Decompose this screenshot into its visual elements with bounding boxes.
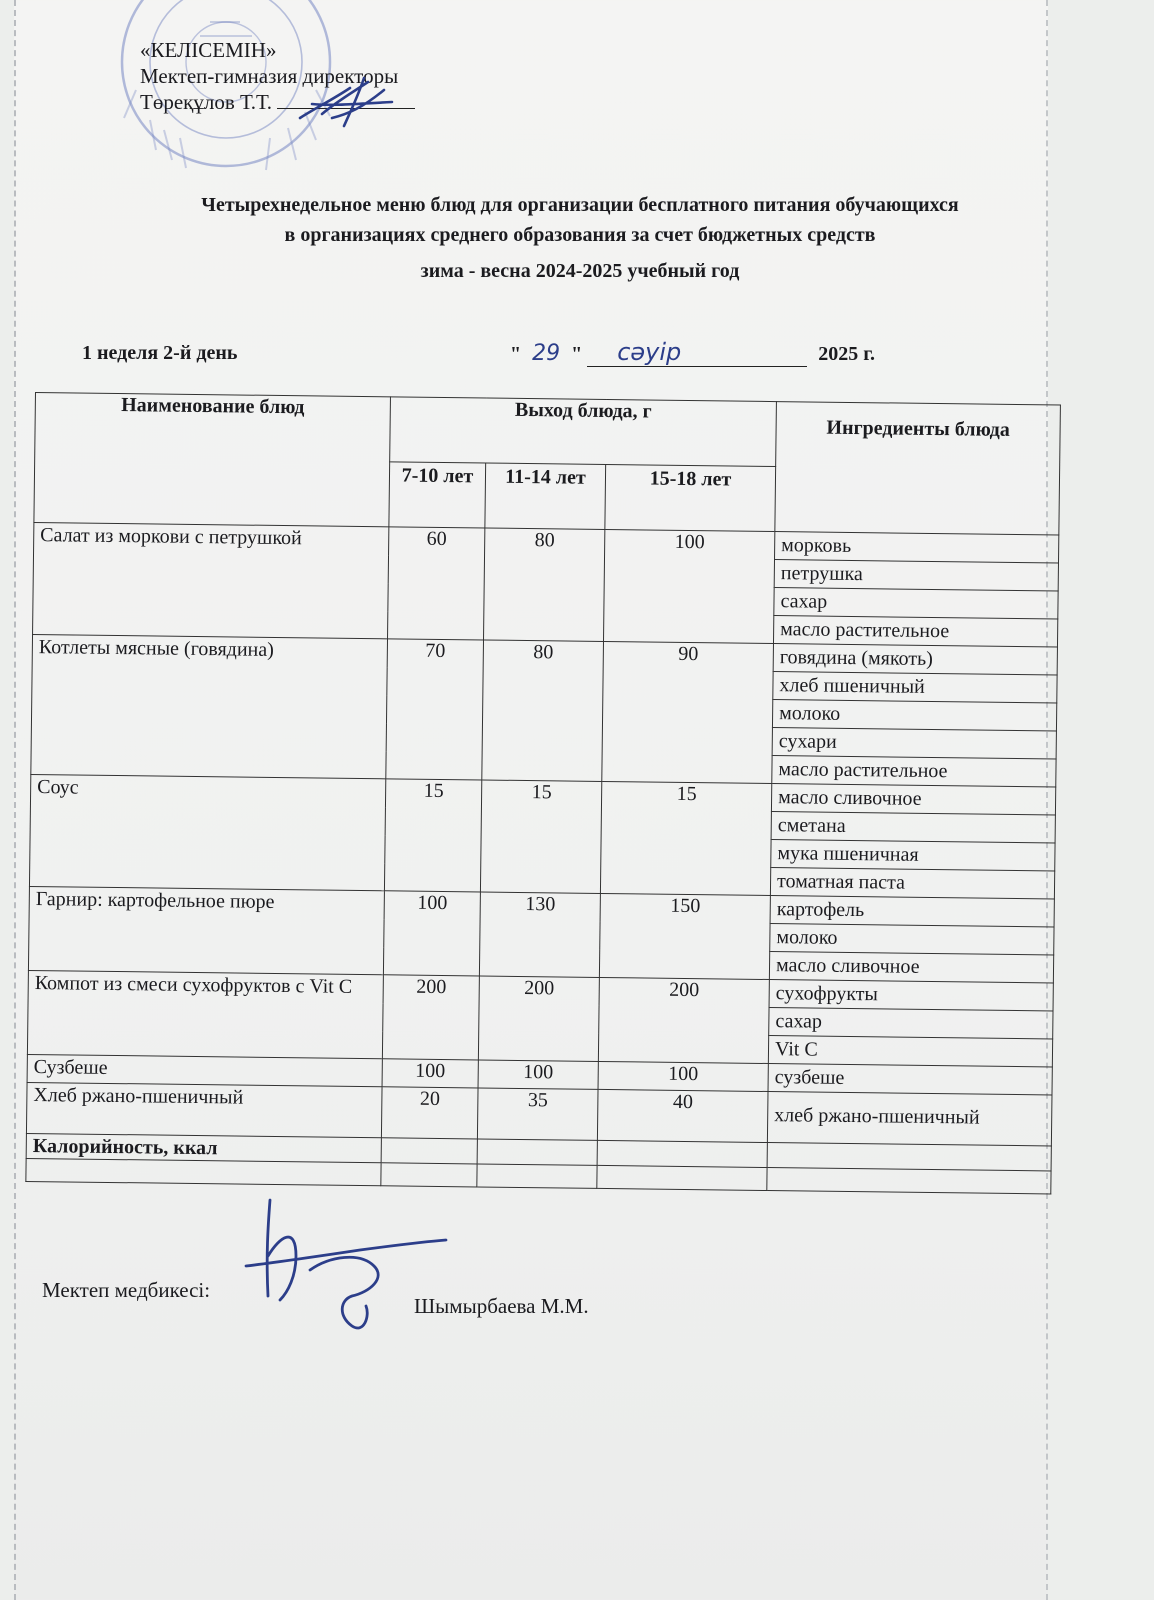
- output-11-14: 35: [477, 1088, 598, 1140]
- ingredient: петрушка: [774, 560, 1058, 591]
- menu-table: [25, 392, 1061, 1194]
- age-group: 7-10 лет: [389, 462, 486, 528]
- dish-name: Соус: [29, 774, 385, 890]
- ingredient: мука пшеничная: [771, 840, 1055, 871]
- output-15-18: 40: [597, 1089, 768, 1142]
- output-11-14: 130: [479, 892, 600, 977]
- output-11-14: 80: [484, 528, 605, 641]
- header-ingredients: Ингредиенты блюда: [775, 402, 1061, 535]
- title-line-3: зима - весна 2024-2025 учебный год: [420, 260, 740, 282]
- output-7-10: 100: [383, 891, 480, 976]
- output-15-18: 100: [598, 1061, 768, 1091]
- ingredient: масло растительное: [772, 756, 1056, 787]
- title-line-2: в организациях среднего образования за счет бюджетных средств: [284, 224, 876, 246]
- output-7-10: 200: [382, 975, 479, 1060]
- output-15-18: 150: [599, 893, 770, 979]
- output-11-14: 15: [480, 780, 601, 893]
- dish-name: Салат из моркови с петрушкой: [33, 522, 389, 638]
- nurse-signature: [240, 1196, 450, 1346]
- calories-7-10: [381, 1138, 477, 1164]
- output-7-10: 70: [386, 639, 484, 780]
- quote-open: ": [510, 343, 522, 365]
- output-15-18: 100: [603, 529, 774, 643]
- ingredient: сахар: [769, 1008, 1053, 1039]
- dish-name: Гарнир: картофельное пюре: [28, 886, 384, 974]
- director-signature: [292, 74, 402, 130]
- output-7-10: 20: [381, 1087, 478, 1139]
- date-year: 2025 г.: [818, 343, 876, 365]
- output-11-14: 100: [478, 1060, 598, 1089]
- ingredient: масло сливочное: [771, 784, 1055, 815]
- approval-role: Мектеп-гимназия директоры: [140, 64, 399, 88]
- output-15-18: 15: [600, 781, 771, 895]
- ingredient: масло сливочное: [769, 952, 1053, 983]
- nurse-label: Мектеп медбикесі:: [42, 1278, 211, 1302]
- ingredient: морковь: [775, 532, 1059, 563]
- ingredient: говядина (мякоть): [773, 644, 1057, 675]
- calories-11-14: [477, 1139, 597, 1165]
- ingredient: сузбеше: [768, 1064, 1052, 1095]
- ingredient: масло растительное: [774, 616, 1058, 647]
- output-7-10: 100: [382, 1059, 478, 1088]
- month-field: [587, 338, 807, 367]
- quote-close: ": [571, 343, 583, 365]
- date-month: сәуір: [617, 338, 682, 366]
- table-header-row: [35, 393, 1061, 471]
- output-15-18: 200: [598, 977, 769, 1063]
- calories-label: Калорийность, ккал: [26, 1133, 381, 1162]
- calories-ingredients: [767, 1143, 1051, 1171]
- ingredient: молоко: [770, 924, 1054, 955]
- ingredient: картофель: [770, 896, 1054, 927]
- output-7-10: 60: [388, 527, 485, 640]
- output-15-18: 90: [602, 641, 774, 783]
- age-group: 15-18 лет: [605, 464, 776, 531]
- nurse-name: Шымырбаева М.М.: [414, 1294, 589, 1318]
- header-dish: Наименование блюд: [34, 393, 391, 527]
- dish-name: Сузбеше: [27, 1054, 382, 1086]
- date-line: [510, 338, 875, 367]
- week-day: 1 неделя 2-й день: [82, 342, 238, 364]
- ingredient: хлеб ржано-пшеничный: [767, 1092, 1052, 1146]
- output-11-14: 80: [482, 640, 604, 781]
- ingredient: сухофрукты: [769, 980, 1053, 1011]
- approval-title: «КЕЛІСЕМІН»: [140, 38, 277, 62]
- dish-name: Компот из смеси сухофруктов с Vit C: [27, 970, 383, 1058]
- ingredient: хлеб пшеничный: [773, 672, 1057, 703]
- calories-15-18: [597, 1140, 767, 1167]
- age-group: 11-14 лет: [485, 463, 606, 529]
- ingredient: Vit C: [768, 1036, 1052, 1067]
- title-line-1: Четырехнедельное меню блюд для организации бесплатного питания обучающихся: [201, 194, 959, 216]
- ingredient: томатная паста: [770, 868, 1054, 899]
- ingredient: сметана: [771, 812, 1055, 843]
- output-11-14: 200: [478, 976, 599, 1061]
- header-output: Выход блюда, г: [390, 397, 777, 467]
- ingredient: молоко: [772, 700, 1056, 731]
- dish-name: Хлеб ржано-пшеничный: [26, 1082, 382, 1137]
- ingredient: сухари: [772, 728, 1056, 759]
- date-day: 29: [532, 341, 561, 366]
- dish-name: Котлеты мясные (говядина): [31, 634, 388, 778]
- ingredient: сахар: [774, 588, 1058, 619]
- output-7-10: 15: [384, 779, 481, 892]
- approval-name: Төреқұлов Т.Т.: [140, 90, 272, 114]
